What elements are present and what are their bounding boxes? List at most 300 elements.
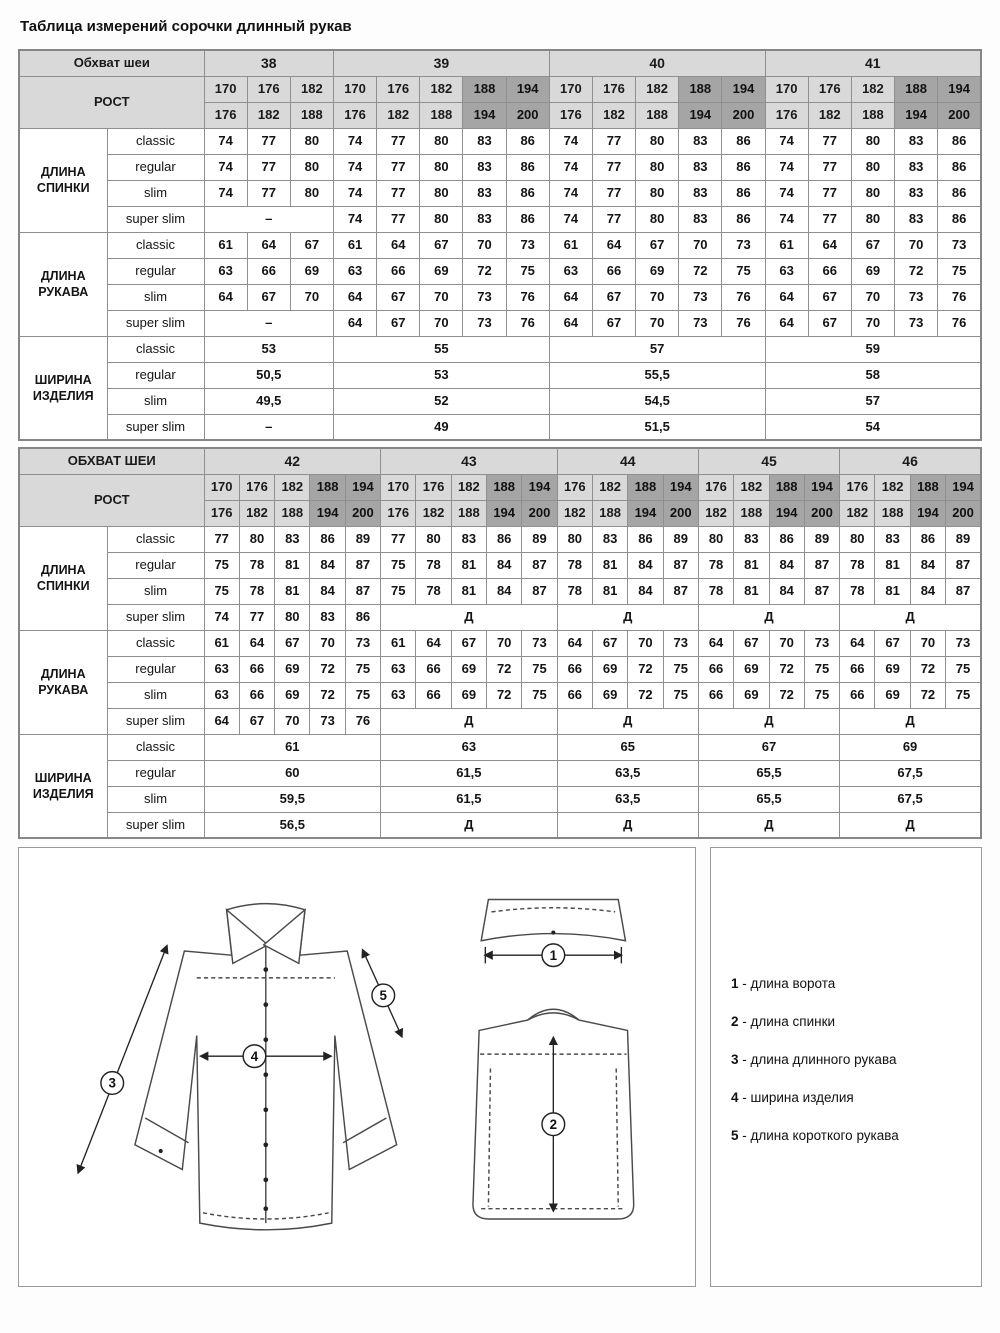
group-label: ДЛИНА СПИНКИ (19, 526, 107, 630)
size-table-42-46 (18, 447, 982, 839)
value-cell: 63,5 (557, 760, 698, 786)
value-cell: 89 (345, 526, 380, 552)
value-cell: – (204, 206, 333, 232)
value-cell: 80 (275, 604, 310, 630)
group-label: ШИРИНА ИЗДЕЛИЯ (19, 336, 107, 440)
value-cell: 80 (420, 128, 463, 154)
value-cell: 52 (333, 388, 549, 414)
value-cell: 86 (487, 526, 522, 552)
value-cell: 83 (463, 128, 506, 154)
value-cell: 66 (808, 258, 851, 284)
value-cell: 70 (769, 630, 804, 656)
value-cell: 64 (557, 630, 592, 656)
value-cell: 81 (592, 552, 627, 578)
height-bottom-value: 200 (722, 102, 765, 128)
value-cell: 74 (549, 180, 592, 206)
value-cell: 76 (938, 284, 981, 310)
value-cell: 56,5 (204, 812, 381, 838)
value-cell: 72 (679, 258, 722, 284)
fit-label: classic (107, 630, 204, 656)
value-cell: 74 (549, 128, 592, 154)
data-row (19, 336, 981, 362)
value-cell: 77 (808, 180, 851, 206)
height-bottom-value: 176 (381, 500, 416, 526)
value-cell: 63 (204, 682, 239, 708)
value-cell: 69 (734, 656, 769, 682)
value-cell: Д (557, 812, 698, 838)
value-cell: 86 (722, 206, 765, 232)
fit-label: regular (107, 258, 204, 284)
value-cell: 66 (377, 258, 420, 284)
value-cell: 59,5 (204, 786, 381, 812)
height-bottom-value: 182 (698, 500, 733, 526)
height-top-value: 194 (522, 474, 557, 500)
value-cell: 70 (310, 630, 345, 656)
value-cell: 69 (290, 258, 333, 284)
height-bottom-value: 182 (377, 102, 420, 128)
data-row (19, 812, 981, 838)
height-label: РОСТ (19, 474, 204, 526)
value-cell: 76 (506, 284, 549, 310)
height-row-top (19, 76, 981, 102)
height-top-value: 176 (840, 474, 875, 500)
collar-drawing (481, 900, 625, 941)
height-top-value: 188 (895, 76, 938, 102)
fit-label: slim (107, 284, 204, 310)
value-cell: 80 (290, 128, 333, 154)
value-cell: 75 (722, 258, 765, 284)
value-cell: 70 (463, 232, 506, 258)
value-cell: 66 (239, 682, 274, 708)
value-cell: 70 (420, 284, 463, 310)
height-bottom-value: 200 (506, 102, 549, 128)
value-cell: 77 (247, 128, 290, 154)
value-cell: 66 (557, 656, 592, 682)
value-cell: 64 (592, 232, 635, 258)
height-bottom-value: 188 (851, 102, 894, 128)
height-top-value: 182 (875, 474, 910, 500)
value-cell: 70 (420, 310, 463, 336)
value-cell: 49,5 (204, 388, 333, 414)
value-cell: 67 (851, 232, 894, 258)
value-cell: 61 (549, 232, 592, 258)
value-cell: 70 (679, 232, 722, 258)
value-cell: 70 (910, 630, 945, 656)
height-top-value: 182 (275, 474, 310, 500)
value-cell: 86 (345, 604, 380, 630)
value-cell: 69 (451, 682, 486, 708)
data-row (19, 206, 981, 232)
value-cell: 86 (938, 154, 981, 180)
value-cell: 74 (765, 180, 808, 206)
value-cell: 60 (204, 760, 381, 786)
value-cell: 87 (804, 578, 839, 604)
value-cell: 72 (487, 656, 522, 682)
value-cell: 63,5 (557, 786, 698, 812)
data-row (19, 552, 981, 578)
value-cell: 77 (377, 154, 420, 180)
value-cell: 77 (808, 206, 851, 232)
value-cell: 67 (592, 284, 635, 310)
value-cell: 54 (765, 414, 981, 440)
value-cell: 70 (851, 310, 894, 336)
height-bottom-value: 194 (679, 102, 722, 128)
height-bottom-value: 176 (549, 102, 592, 128)
value-cell: 80 (851, 206, 894, 232)
value-cell: 73 (310, 708, 345, 734)
value-cell: 66 (698, 656, 733, 682)
fit-label: super slim (107, 310, 204, 336)
height-top-value: 194 (938, 76, 981, 102)
value-cell: 67,5 (840, 786, 981, 812)
height-row-top (19, 474, 981, 500)
value-cell: 69 (636, 258, 679, 284)
value-cell: 77 (377, 180, 420, 206)
value-cell: 83 (679, 128, 722, 154)
height-bottom-value: 188 (275, 500, 310, 526)
fit-label: slim (107, 180, 204, 206)
fit-label: classic (107, 128, 204, 154)
data-row (19, 656, 981, 682)
value-cell: 66 (557, 682, 592, 708)
height-top-value: 188 (769, 474, 804, 500)
height-bottom-value: 200 (522, 500, 557, 526)
value-cell: 75 (204, 552, 239, 578)
height-top-value: 188 (310, 474, 345, 500)
height-top-value: 182 (290, 76, 333, 102)
value-cell: 66 (698, 682, 733, 708)
group-label: ШИРИНА ИЗДЕЛИЯ (19, 734, 107, 838)
value-cell: 87 (345, 578, 380, 604)
value-cell: 89 (522, 526, 557, 552)
fit-label: regular (107, 760, 204, 786)
height-top-value: 176 (247, 76, 290, 102)
value-cell: 64 (204, 284, 247, 310)
value-cell: 50,5 (204, 362, 333, 388)
height-bottom-value: 182 (239, 500, 274, 526)
value-cell: 64 (247, 232, 290, 258)
value-cell: 66 (592, 258, 635, 284)
fit-label: regular (107, 656, 204, 682)
value-cell: 84 (487, 578, 522, 604)
height-top-value: 188 (910, 474, 945, 500)
height-top-value: 176 (592, 76, 635, 102)
value-cell: Д (381, 604, 558, 630)
height-top-value: 176 (239, 474, 274, 500)
value-cell: 86 (769, 526, 804, 552)
value-cell: 67 (451, 630, 486, 656)
value-cell: 78 (239, 552, 274, 578)
height-bottom-value: 194 (769, 500, 804, 526)
value-cell: 67 (808, 284, 851, 310)
height-bottom-value: 194 (487, 500, 522, 526)
size-table-38-41 (18, 49, 982, 441)
value-cell: 73 (522, 630, 557, 656)
height-bottom-value: 194 (910, 500, 945, 526)
value-cell: 84 (910, 578, 945, 604)
value-cell: 63 (204, 258, 247, 284)
data-row (19, 362, 981, 388)
value-cell: 87 (663, 578, 698, 604)
diagram-section (18, 847, 982, 1287)
height-bottom-value: 194 (463, 102, 506, 128)
value-cell: 78 (557, 552, 592, 578)
value-cell: 67 (247, 284, 290, 310)
height-bottom-value: 176 (204, 102, 247, 128)
height-top-value: 194 (946, 474, 981, 500)
front-shirt-drawing (135, 904, 397, 1230)
value-cell: 84 (628, 578, 663, 604)
value-cell: 77 (381, 526, 416, 552)
value-cell: 73 (345, 630, 380, 656)
value-cell: 69 (592, 682, 627, 708)
value-cell: 67 (592, 310, 635, 336)
value-cell: 78 (239, 578, 274, 604)
height-top-value: 176 (416, 474, 451, 500)
neck-row (19, 50, 981, 76)
height-bottom-value: 188 (451, 500, 486, 526)
value-cell: – (204, 414, 333, 440)
value-cell: 81 (451, 552, 486, 578)
value-cell: 76 (506, 310, 549, 336)
value-cell: 57 (549, 336, 765, 362)
data-row (19, 734, 981, 760)
height-bottom-value: 188 (734, 500, 769, 526)
fit-label: super slim (107, 812, 204, 838)
value-cell: 73 (722, 232, 765, 258)
value-cell: 83 (463, 154, 506, 180)
value-cell: 67 (377, 284, 420, 310)
value-cell: 69 (420, 258, 463, 284)
neck-size-value: 41 (765, 50, 981, 76)
callout-2-icon (542, 1113, 565, 1136)
height-top-value: 176 (698, 474, 733, 500)
neck-row (19, 448, 981, 474)
value-cell: 83 (451, 526, 486, 552)
value-cell: 80 (557, 526, 592, 552)
value-cell: 65 (557, 734, 698, 760)
value-cell: 64 (333, 284, 376, 310)
height-top-value: 170 (765, 76, 808, 102)
value-cell: 86 (628, 526, 663, 552)
neck-label: Обхват шеи (19, 50, 204, 76)
value-cell: 78 (840, 578, 875, 604)
value-cell: 74 (333, 154, 376, 180)
value-cell: 63 (381, 682, 416, 708)
value-cell: 67 (698, 734, 839, 760)
neck-size-value: 45 (698, 448, 839, 474)
value-cell: 75 (804, 682, 839, 708)
value-cell: 83 (734, 526, 769, 552)
value-cell: 67 (808, 310, 851, 336)
height-bottom-value: 176 (333, 102, 376, 128)
value-cell: 72 (310, 656, 345, 682)
value-cell: 77 (592, 180, 635, 206)
value-cell: 67 (290, 232, 333, 258)
value-cell: 49 (333, 414, 549, 440)
height-bottom-value: 188 (592, 500, 627, 526)
height-label: РОСТ (19, 76, 204, 128)
value-cell: 63 (549, 258, 592, 284)
value-cell: 57 (765, 388, 981, 414)
page-title: Таблица измерений сорочки длинный рукав (20, 18, 352, 35)
value-cell: 80 (636, 128, 679, 154)
legend-item: 2 - длина спинки (731, 1014, 836, 1029)
value-cell: 81 (275, 578, 310, 604)
fit-label: classic (107, 734, 204, 760)
callout-4-icon (243, 1045, 266, 1068)
value-cell: 75 (522, 682, 557, 708)
value-cell: 69 (875, 682, 910, 708)
value-cell: Д (557, 604, 698, 630)
value-cell: 66 (840, 682, 875, 708)
value-cell: 74 (765, 206, 808, 232)
height-bottom-value: 200 (946, 500, 981, 526)
value-cell: 69 (734, 682, 769, 708)
value-cell: 80 (420, 206, 463, 232)
value-cell: 80 (290, 154, 333, 180)
value-cell: 73 (895, 310, 938, 336)
value-cell: 67 (875, 630, 910, 656)
value-cell: 73 (895, 284, 938, 310)
value-cell: 70 (290, 284, 333, 310)
value-cell: 72 (910, 682, 945, 708)
data-row (19, 682, 981, 708)
value-cell: 75 (381, 552, 416, 578)
value-cell: 69 (851, 258, 894, 284)
value-cell: 76 (722, 310, 765, 336)
data-row (19, 708, 981, 734)
value-cell: 65,5 (698, 786, 839, 812)
height-bottom-value: 194 (628, 500, 663, 526)
value-cell: 72 (628, 682, 663, 708)
value-cell: 78 (840, 552, 875, 578)
value-cell: 77 (592, 206, 635, 232)
value-cell: 66 (416, 656, 451, 682)
fit-label: super slim (107, 206, 204, 232)
height-bottom-value: 188 (636, 102, 679, 128)
height-bottom-value: 188 (290, 102, 333, 128)
value-cell: 75 (946, 682, 981, 708)
height-top-value: 170 (381, 474, 416, 500)
value-cell: 64 (239, 630, 274, 656)
value-cell: 70 (487, 630, 522, 656)
fit-label: classic (107, 526, 204, 552)
value-cell: 67 (239, 708, 274, 734)
height-top-value: 182 (592, 474, 627, 500)
value-cell: 80 (420, 180, 463, 206)
height-bottom-value: 200 (804, 500, 839, 526)
value-cell: 67 (377, 310, 420, 336)
value-cell: 86 (910, 526, 945, 552)
value-cell: 74 (549, 154, 592, 180)
fit-label: regular (107, 552, 204, 578)
value-cell: 86 (506, 206, 549, 232)
height-bottom-value: 176 (204, 500, 239, 526)
value-cell: 74 (204, 128, 247, 154)
data-row (19, 630, 981, 656)
value-cell: 63 (333, 258, 376, 284)
data-row (19, 760, 981, 786)
value-cell: 75 (522, 656, 557, 682)
height-top-value: 194 (345, 474, 380, 500)
value-cell: 70 (636, 310, 679, 336)
height-top-value: 170 (204, 76, 247, 102)
value-cell: 87 (522, 578, 557, 604)
value-cell: 80 (636, 180, 679, 206)
value-cell: 74 (549, 206, 592, 232)
value-cell: 83 (679, 206, 722, 232)
neck-size-value: 42 (204, 448, 381, 474)
value-cell: 74 (333, 180, 376, 206)
value-cell: 61 (333, 232, 376, 258)
value-cell: 61,5 (381, 760, 558, 786)
value-cell: 77 (592, 128, 635, 154)
value-cell: 89 (663, 526, 698, 552)
height-top-value: 182 (636, 76, 679, 102)
value-cell: 77 (377, 128, 420, 154)
value-cell: 74 (204, 604, 239, 630)
fit-label: slim (107, 578, 204, 604)
value-cell: 73 (804, 630, 839, 656)
value-cell: 67 (275, 630, 310, 656)
value-cell: Д (840, 604, 981, 630)
value-cell: 84 (769, 578, 804, 604)
value-cell: 87 (345, 552, 380, 578)
legend-item: 4 - ширина изделия (731, 1090, 854, 1105)
value-cell: 80 (416, 526, 451, 552)
value-cell: 64 (333, 310, 376, 336)
value-cell: 64 (765, 310, 808, 336)
value-cell: 84 (910, 552, 945, 578)
value-cell: 76 (345, 708, 380, 734)
height-bottom-value: 200 (938, 102, 981, 128)
value-cell: 69 (875, 656, 910, 682)
value-cell: 77 (239, 604, 274, 630)
value-cell: 75 (663, 682, 698, 708)
value-cell: 70 (628, 630, 663, 656)
value-cell: 83 (592, 526, 627, 552)
value-cell: 69 (451, 656, 486, 682)
fit-label: regular (107, 154, 204, 180)
neck-size-value: 40 (549, 50, 765, 76)
value-cell: 81 (875, 578, 910, 604)
callout-2-label: 2 (549, 1116, 558, 1132)
height-top-value: 176 (808, 76, 851, 102)
value-cell: 73 (946, 630, 981, 656)
value-cell: 80 (840, 526, 875, 552)
value-cell: 86 (310, 526, 345, 552)
value-cell: 64 (377, 232, 420, 258)
value-cell: 72 (769, 682, 804, 708)
height-top-value: 194 (804, 474, 839, 500)
height-top-value: 170 (549, 76, 592, 102)
value-cell: 64 (698, 630, 733, 656)
value-cell: Д (698, 812, 839, 838)
value-cell: 64 (549, 284, 592, 310)
value-cell: 83 (275, 526, 310, 552)
data-row (19, 414, 981, 440)
value-cell: 64 (765, 284, 808, 310)
value-cell: 64 (204, 708, 239, 734)
value-cell: 75 (204, 578, 239, 604)
height-top-value: 176 (377, 76, 420, 102)
value-cell: 80 (239, 526, 274, 552)
value-cell: Д (840, 812, 981, 838)
height-top-value: 176 (557, 474, 592, 500)
value-cell: 64 (808, 232, 851, 258)
value-cell: Д (698, 708, 839, 734)
